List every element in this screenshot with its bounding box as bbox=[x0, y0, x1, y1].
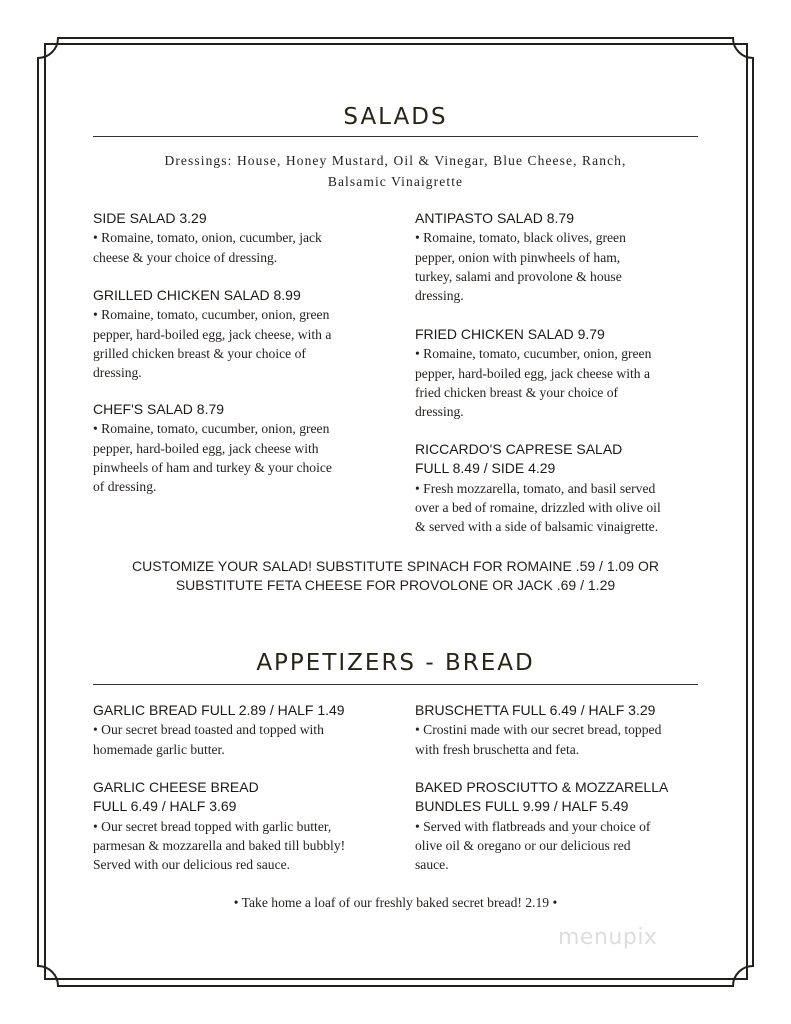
menu-item bbox=[415, 701, 705, 759]
menu-item-description: dressing. bbox=[415, 404, 464, 420]
menu-item-title: BAKED PROSCIUTTO & MOZZARELLA bbox=[415, 779, 669, 795]
menu-item-description: dressing. bbox=[415, 288, 464, 304]
menu-item-price: BUNDLES FULL 9.99 / HALF 5.49 bbox=[415, 798, 629, 815]
menu-item-title: GARLIC BREAD FULL 2.89 / HALF 1.49 bbox=[93, 702, 345, 718]
customize-line: CUSTOMIZE YOUR SALAD! SUBSTITUTE SPINACH FOR ROMAINE .59 / 1.09 OR bbox=[132, 558, 659, 574]
salads-heading: SALADS bbox=[343, 104, 448, 130]
menu-item-description: • Fresh mozzarella, tomato, and basil served bbox=[415, 480, 656, 496]
menu-item-description: parmesan & mozzarella and baked till bubbly! bbox=[93, 837, 346, 853]
menu-item-description: • Served with flatbreads and your choice of bbox=[415, 818, 651, 834]
menu-item-description: cheese & your choice of dressing. bbox=[93, 249, 278, 265]
menu-item-description: with fresh bruschetta and feta. bbox=[415, 741, 580, 757]
customize-note bbox=[80, 557, 711, 595]
menu-item bbox=[93, 701, 383, 759]
appetizers-divider bbox=[93, 684, 698, 685]
menu-item-description: • Romaine, tomato, onion, cucumber, jack bbox=[93, 230, 322, 246]
menu-item-description: olive oil & oregano or our delicious red bbox=[415, 837, 631, 853]
menu-item-description: homemade garlic butter. bbox=[93, 741, 225, 757]
menu-item-title: ANTIPASTO SALAD 8.79 bbox=[415, 210, 574, 226]
menu-item-description: pepper, onion with pinwheels of ham, bbox=[415, 249, 621, 265]
menu-item-title: RICCARDO'S CAPRESE SALAD bbox=[415, 441, 623, 457]
menu-item bbox=[93, 286, 383, 382]
menu-item-description: over a bed of romaine, drizzled with olive oil bbox=[415, 499, 661, 515]
menu-item-title: CHEF'S SALAD 8.79 bbox=[93, 401, 225, 417]
dressings-line: Balsamic Vinaigrette bbox=[327, 174, 464, 189]
menu-item bbox=[93, 400, 383, 496]
menu-item-description: pepper, hard-boiled egg, jack cheese with bbox=[93, 440, 319, 456]
menu-item-description: • Crostini made with our secret bread, topped bbox=[415, 722, 662, 738]
menu-item-price: FULL 6.49 / HALF 3.69 bbox=[93, 798, 237, 815]
menu-item-price: FULL 8.49 / SIDE 4.29 bbox=[415, 460, 556, 477]
dressings-note bbox=[93, 150, 698, 192]
menu-item bbox=[415, 209, 705, 305]
menu-item-title: GRILLED CHICKEN SALAD 8.99 bbox=[93, 287, 301, 303]
appetizers-heading: APPETIZERS - BREAD bbox=[256, 650, 535, 676]
menu-item-description: • Romaine, tomato, cucumber, onion, green bbox=[415, 346, 652, 362]
customize-line: SUBSTITUTE FETA CHEESE FOR PROVOLONE OR JACK .69 / 1.29 bbox=[175, 577, 616, 593]
menu-item-description: • Our secret bread toasted and topped with bbox=[93, 722, 324, 738]
menu-item-description: pepper, hard-boiled egg, jack cheese with a bbox=[415, 365, 650, 381]
menu-item-description: • Romaine, tomato, cucumber, onion, green bbox=[93, 421, 330, 437]
menu-item-description: fried chicken breast & your choice of bbox=[415, 384, 619, 400]
menu-item-title: GARLIC CHEESE BREAD bbox=[93, 779, 259, 795]
menu-item-title: BRUSCHETTA FULL 6.49 / HALF 3.29 bbox=[415, 702, 656, 718]
menu-item bbox=[93, 778, 383, 874]
menu-item bbox=[415, 325, 705, 421]
menu-item-title: FRIED CHICKEN SALAD 9.79 bbox=[415, 326, 605, 342]
menu-item-description: • Romaine, tomato, cucumber, onion, green bbox=[93, 307, 330, 323]
menu-item-description: pepper, hard-boiled egg, jack cheese, with a bbox=[93, 326, 332, 342]
menu-item-description: turkey, salami and provolone & house bbox=[415, 268, 622, 284]
salads-divider bbox=[93, 136, 698, 137]
menu-item bbox=[93, 209, 383, 267]
menu-item bbox=[415, 440, 705, 536]
menu-item-description: sauce. bbox=[415, 857, 449, 873]
menu-item bbox=[415, 778, 705, 874]
menu-item-description: & served with a side of balsamic vinaigrette. bbox=[415, 519, 659, 535]
dressings-line: Dressings: House, Honey Mustard, Oil & Vinegar, Blue Cheese, Ranch, bbox=[164, 153, 627, 168]
watermark-logo: menupix bbox=[558, 925, 658, 950]
menu-item-description: Served with our delicious red sauce. bbox=[93, 857, 291, 873]
menu-item-description: dressing. bbox=[93, 365, 142, 381]
menu-item-description: of dressing. bbox=[93, 479, 157, 495]
menu-item-description: pinwheels of ham and turkey & your choice bbox=[93, 459, 332, 475]
menu-item-description: • Romaine, tomato, black olives, green bbox=[415, 230, 626, 246]
menu-item-description: grilled chicken breast & your choice of bbox=[93, 345, 306, 361]
menu-item-title: SIDE SALAD 3.29 bbox=[93, 210, 207, 226]
menu-item-description: • Our secret bread topped with garlic butter, bbox=[93, 818, 332, 834]
take-home-note: • Take home a loaf of our freshly baked secret bread! 2.19 • bbox=[233, 895, 558, 910]
